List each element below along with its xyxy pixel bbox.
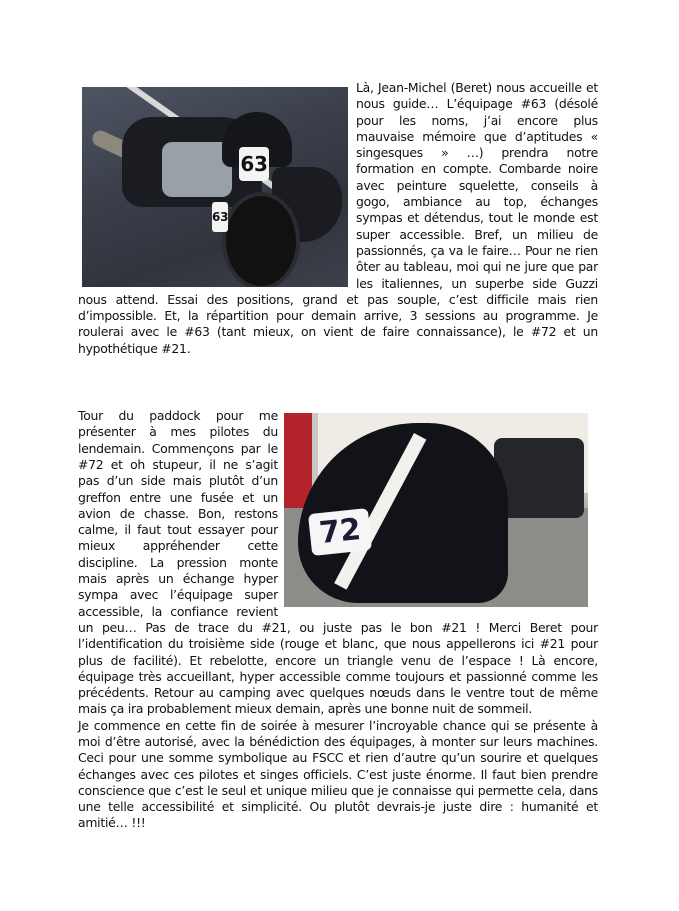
sidecar-72-photo (284, 413, 588, 607)
paragraph-3: Je commence en cette fin de soirée à mesurer l’incroyable chance qui se présente à moi d’être autorisé, avec la bénédiction des équipages, à monter sur leurs machines. Ceci pour une somme symbolique au FSCC et rien d’autre qu’un sourire et quelques échanges avec ces pilotes et singes officiels. C’est juste énorme. Il faut bien prendre conscience que c’est le seul et unique milieu que je connaisse qui permette cela, dans une telle accessibilité et simplicité. Ou plutôt devrais-je juste dire : humanité et amitié… !!! (78, 717, 598, 831)
sidecar-63-photo (82, 87, 348, 287)
race-number-plate: 63 (239, 147, 269, 181)
race-number-plate-small: 63 (212, 202, 228, 232)
race-number-plate: 72 (308, 508, 372, 556)
paragraph-1: Là, Jean-Michel (Beret) nous accueille et nous guide… L’équipage #63 (désolé pour les noms, j’ai encore plus mauvaise mémoire que d’aptitudes « singesques » …) prendra notre formation en compte. Combarde noire avec peinture squelette, conseils à gogo, ambiance au top, échanges sympas et détendus, tout le monde est super accessible. Bref, un milieu de passionnés, ça va le faire… Pour ne rien ôter au tableau, moi qui ne jure que par les italiennes, un superbe side Guzzi nous attend. Essai des positions, grand et pas souple, c’est difficile mais rien d’impossible. Et, la répartition pour demain arrive, 3 sessions au programme. Je roulerai avec le #63 (tant mieux, on vient de faire connaissance), le #72 et un hypothétique #21. (78, 80, 598, 356)
document-page (78, 80, 598, 832)
paragraph-spacer (78, 357, 598, 408)
wheel (222, 192, 300, 287)
paragraph-2: Tour du paddock pour me présenter à mes pilotes du lendemain. Commençons par le #72 et oh stupeur, il ne s’agit pas d’un side mais plutôt d’un greffon entre une fusée et un avion de chasse. Bon, restons calme, il faut tout essayer pour mieux appréhender cette discipline. La pression monte mais après un échange hyper sympa avec l’équipage super accessible, la confiance revient un peu… Pas de trace du #21, ou juste pas le bon #21 ! Merci Beret pour l’identification du troisième side (rouge et blanc, que nous appellerons ici #21 pour plus de facilité). Et rebelotte, encore un triangle venu de l’espace ! Là encore, équipage très accueillant, hyper accessible comme toujours et passionné comme les précédents. Retour au camping avec quelques nœuds dans le ventre tout de même mais ça ira probablement mieux demain, après une bonne nuit de sommeil. (78, 408, 598, 717)
